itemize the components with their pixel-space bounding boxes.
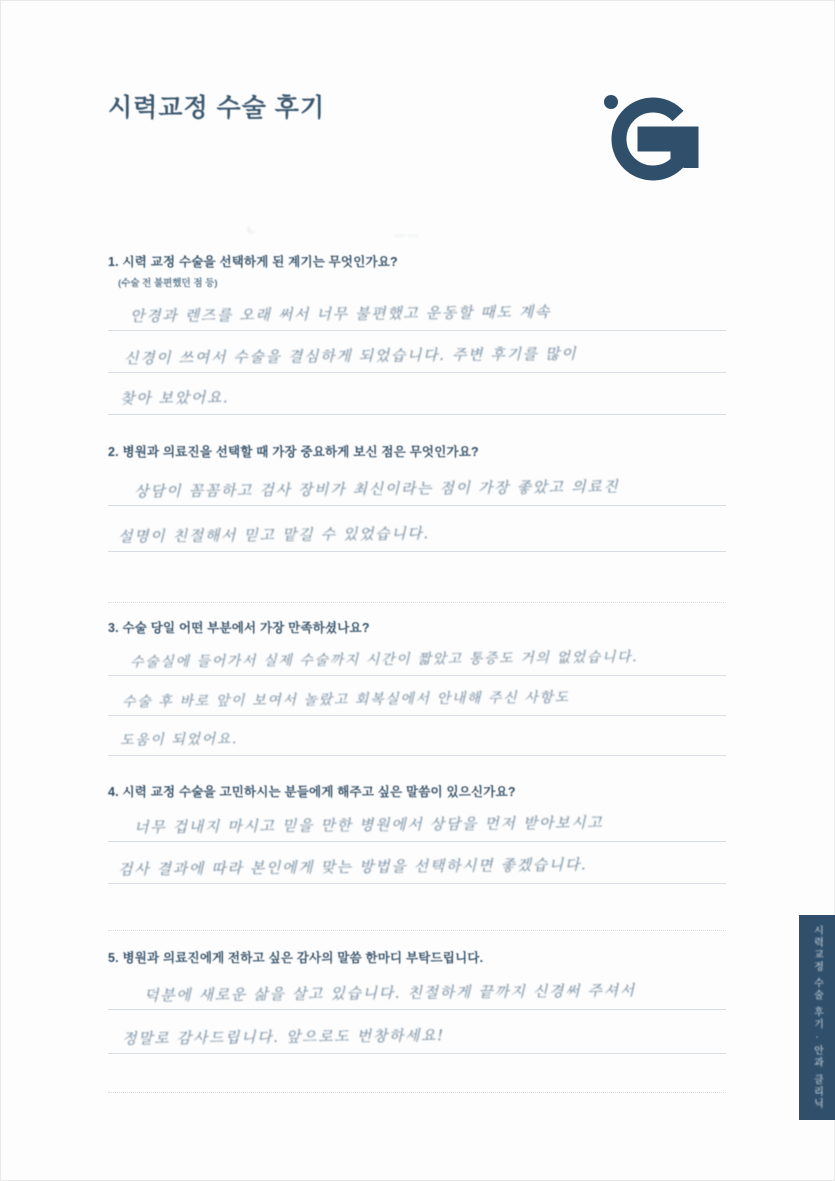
question-text-5: 5. 병원과 의료진에게 전하고 싶은 감사의 말씀 한마디 부탁드립니다. <box>108 951 484 965</box>
question-text-4: 4. 시력 교정 수술을 고민하시는 분들에게 해주고 싶은 말씀이 있으신가요? <box>108 785 516 799</box>
rule <box>108 551 726 552</box>
question-subtext-1: (수술 전 불편했던 점 등) <box>118 278 218 289</box>
question-block-5 <box>108 948 726 1054</box>
question-block-4 <box>108 782 726 884</box>
answer-line <box>108 716 726 756</box>
answer-line <box>108 1010 726 1054</box>
answer-text: 수술 후 바로 앞이 보여서 놀랐고 회복실에서 안내해 주신 사항도 <box>121 689 570 711</box>
answer-line <box>108 289 726 331</box>
answer-text: 상담이 꼼꼼하고 검사 장비가 최신이라는 점이 가장 좋았고 의료진 <box>133 477 620 501</box>
section-divider <box>108 602 726 603</box>
answer-line <box>108 676 726 716</box>
answer-text: 수술실에 들어가서 실제 수술까지 시간이 짧았고 통증도 거의 없었습니다. <box>129 649 639 671</box>
footer-divider <box>108 1092 726 1093</box>
answer-line <box>108 966 726 1010</box>
answer-text: 찾아 보았어요. <box>119 388 230 408</box>
answer-text: 안경과 렌즈를 오래 써서 너무 불편했고 운동할 때도 계속 <box>129 302 552 326</box>
answer-line <box>108 373 726 415</box>
side-tab <box>799 915 835 1120</box>
section-divider <box>108 930 726 931</box>
rule <box>108 883 726 884</box>
answer-text: 덕분에 새로운 삶을 살고 있습니다. 친절하게 끝까지 신경써 주셔서 <box>143 981 636 1005</box>
answer-line <box>108 331 726 373</box>
answer-text: 설명이 친절해서 믿고 맡길 수 있었습니다. <box>117 524 430 546</box>
pencil-smudge: ㄴ <box>246 225 257 237</box>
rule <box>108 414 726 415</box>
answer-text: 도움이 되었어요. <box>119 731 239 749</box>
answer-line <box>108 460 726 506</box>
question-block-1 <box>108 252 726 415</box>
rule <box>108 755 726 756</box>
answer-text: 정말로 감사드립니다. 앞으로도 번창하세요! <box>121 1026 445 1048</box>
question-block-3 <box>108 618 726 756</box>
answer-line <box>108 506 726 552</box>
answer-line <box>108 636 726 676</box>
answer-line <box>108 842 726 884</box>
clinic-logo-icon <box>583 88 701 184</box>
question-text-1: 1. 시력 교정 수술을 선택하게 된 계기는 무엇인가요? <box>108 255 398 269</box>
answer-line <box>108 800 726 842</box>
answer-text: 너무 겁내지 마시고 믿을 만한 병원에서 상담을 먼저 받아보시고 <box>133 813 604 837</box>
question-block-2 <box>108 442 726 552</box>
rule <box>108 1053 726 1054</box>
answer-text: 신경이 쓰여서 수술을 결심하게 되었습니다. 주변 후기를 많이 <box>123 344 578 368</box>
answer-text: 검사 결과에 따라 본인에게 맞는 방법을 선택하시면 좋겠습니다. <box>117 855 588 879</box>
question-text-2: 2. 병원과 의료진을 선택할 때 가장 중요하게 보신 점은 무엇인가요? <box>108 445 479 459</box>
question-text-3: 3. 수술 당일 어떤 부분에서 가장 만족하셨나요? <box>108 621 370 635</box>
pencil-smudge: ㅡ ㅡ <box>394 231 419 243</box>
page-title: 시력교정 수술 후기 <box>108 94 326 122</box>
side-tab-label: 시력교정 수술 후기 · 안과 클리닉 <box>811 924 823 1111</box>
